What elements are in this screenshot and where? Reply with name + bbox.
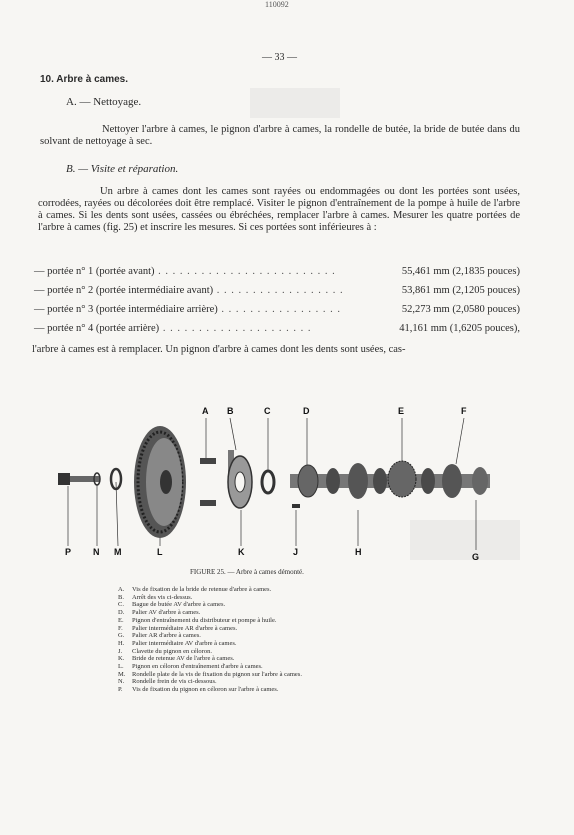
legend-item: D. Palier AV d'arbre à cames. xyxy=(118,609,201,617)
figure-letter-top: E xyxy=(398,406,405,416)
subsection-a-title: A. — Nettoyage. xyxy=(66,96,142,108)
figure-letter-top: B xyxy=(227,406,234,416)
leader-dots: . . . . . . . . . . . . . . . . . . . . . xyxy=(159,323,312,334)
figure-letter-bottom: J xyxy=(293,547,299,557)
legend-item: P. Vis de fixation du pignon en céloron sur l'arbre à cames. xyxy=(118,686,279,694)
figure-letter-bottom: P xyxy=(65,547,72,557)
figure-letter-bottom: G xyxy=(472,552,480,562)
paragraph-cleaning: Nettoyer l'arbre à cames, le pignon d'arbre à cames, la rondelle de butée, la bride de butée dans du solvant de nettoyage à sec. xyxy=(40,124,520,147)
figure-letter-top: C xyxy=(264,406,271,416)
journal-label: — portée n° 3 (portée intermédiaire arrière) xyxy=(34,304,218,315)
subsection-b-title: B. — Visite et réparation. xyxy=(66,163,179,175)
figure-letter-bottom: M xyxy=(114,547,122,557)
legend-item: K. Bride de retenue AV de l'arbre à cames. xyxy=(118,655,235,663)
retainer-flange-k xyxy=(228,456,252,508)
section-title: 10. Arbre à cames. xyxy=(40,74,129,85)
journal-row xyxy=(34,266,520,277)
legend-item: L. Pignon en céloron d'entraînement d'arbre à cames. xyxy=(118,663,263,671)
figure-letter-top: F xyxy=(461,406,467,416)
legend-item: G. Palier AR d'arbre à cames. xyxy=(118,632,201,640)
camshaft-body xyxy=(290,461,490,499)
journal-row xyxy=(34,285,520,296)
paragraph-inspection: Un arbre à cames dont les cames sont rayées ou endommagées ou dont les portées sont usées, corrodées, rayées ou décolorées doit être remplacé. Visiter le pignon d'entraînement de la pompe à huile de l'arbre à cames. Si les dents sont usées, cassées ou ébréchées, remplacer l'arbre à cames. Mesurer les quatre portées de l'arbre à cames (fig. 25) et inscrire les mesures. Si ces portées sont inférieures à : xyxy=(38,186,520,233)
leader-dots: . . . . . . . . . . . . . . . . . . . . . . . . . xyxy=(154,266,336,277)
legend-item: F. Palier intermédiaire AR d'arbre à cames. xyxy=(118,624,238,632)
figure-letter-bottom: H xyxy=(355,547,362,557)
gear-key-j xyxy=(292,504,300,508)
retainer-screws-a xyxy=(200,458,216,506)
journal-row xyxy=(34,323,520,334)
figure-legend xyxy=(118,586,302,694)
journal-value: 53,861 mm (2,1205 pouces) xyxy=(401,285,520,296)
legend-item: A. Vis de fixation de la bride de retenue d'arbre à cames. xyxy=(118,586,272,593)
figure-letter-top: D xyxy=(303,406,310,416)
legend-item: E. Pignon d'entraînement du distributeur et pompe à huile. xyxy=(118,616,277,624)
journal-row xyxy=(34,304,520,315)
timing-gear-l xyxy=(134,426,186,538)
legend-item: B. Arrêt des vis ci-dessus. xyxy=(118,593,193,601)
journal-label: — portée n° 1 (portée avant) xyxy=(34,266,155,277)
bleed-through xyxy=(250,88,340,118)
doc-reference: 110092 xyxy=(265,0,289,9)
journal-value: 55,461 mm (2,1835 pouces) xyxy=(401,266,520,277)
legend-item: M. Rondelle plate de la vis de fixation du pignon sur l'arbre à cames. xyxy=(118,670,302,678)
figure-letter-bottom: K xyxy=(238,547,245,557)
figure-letter-bottom: N xyxy=(93,547,100,557)
journal-value: 41,161 mm (1,6205 pouces), xyxy=(399,323,520,334)
paragraph-continuation: l'arbre à cames est à remplacer. Un pignon d'arbre à cames dont les dents sont usées, cas- xyxy=(32,344,406,355)
leader-dots: . . . . . . . . . . . . . . . . . . xyxy=(213,285,344,296)
page-number: — 33 — xyxy=(262,52,297,63)
legend-item: C. Bague de butée AV d'arbre à cames. xyxy=(118,601,226,609)
figure-letter-top: A xyxy=(202,406,209,416)
camshaft-exploded-figure xyxy=(40,400,500,565)
figure-caption: FIGURE 25. — Arbre à cames démonté. xyxy=(190,568,304,576)
legend-item: H. Palier intermédiaire AV d'arbre à cames. xyxy=(118,639,237,647)
journal-label: — portée n° 4 (portée arrière) xyxy=(34,323,160,334)
journal-value: 52,273 mm (2,0580 pouces) xyxy=(401,304,520,315)
thrust-ring-c xyxy=(262,471,274,493)
legend-item: J. Clavette du pignon en céloron. xyxy=(118,647,212,655)
leader-dots: . . . . . . . . . . . . . . . . . xyxy=(217,304,342,315)
figure-letter-bottom: L xyxy=(157,547,163,557)
legend-item: N. Rondelle frein de vis ci-dessous. xyxy=(118,678,217,686)
journal-label: — portée n° 2 (portée intermédiaire avant) xyxy=(34,285,214,296)
